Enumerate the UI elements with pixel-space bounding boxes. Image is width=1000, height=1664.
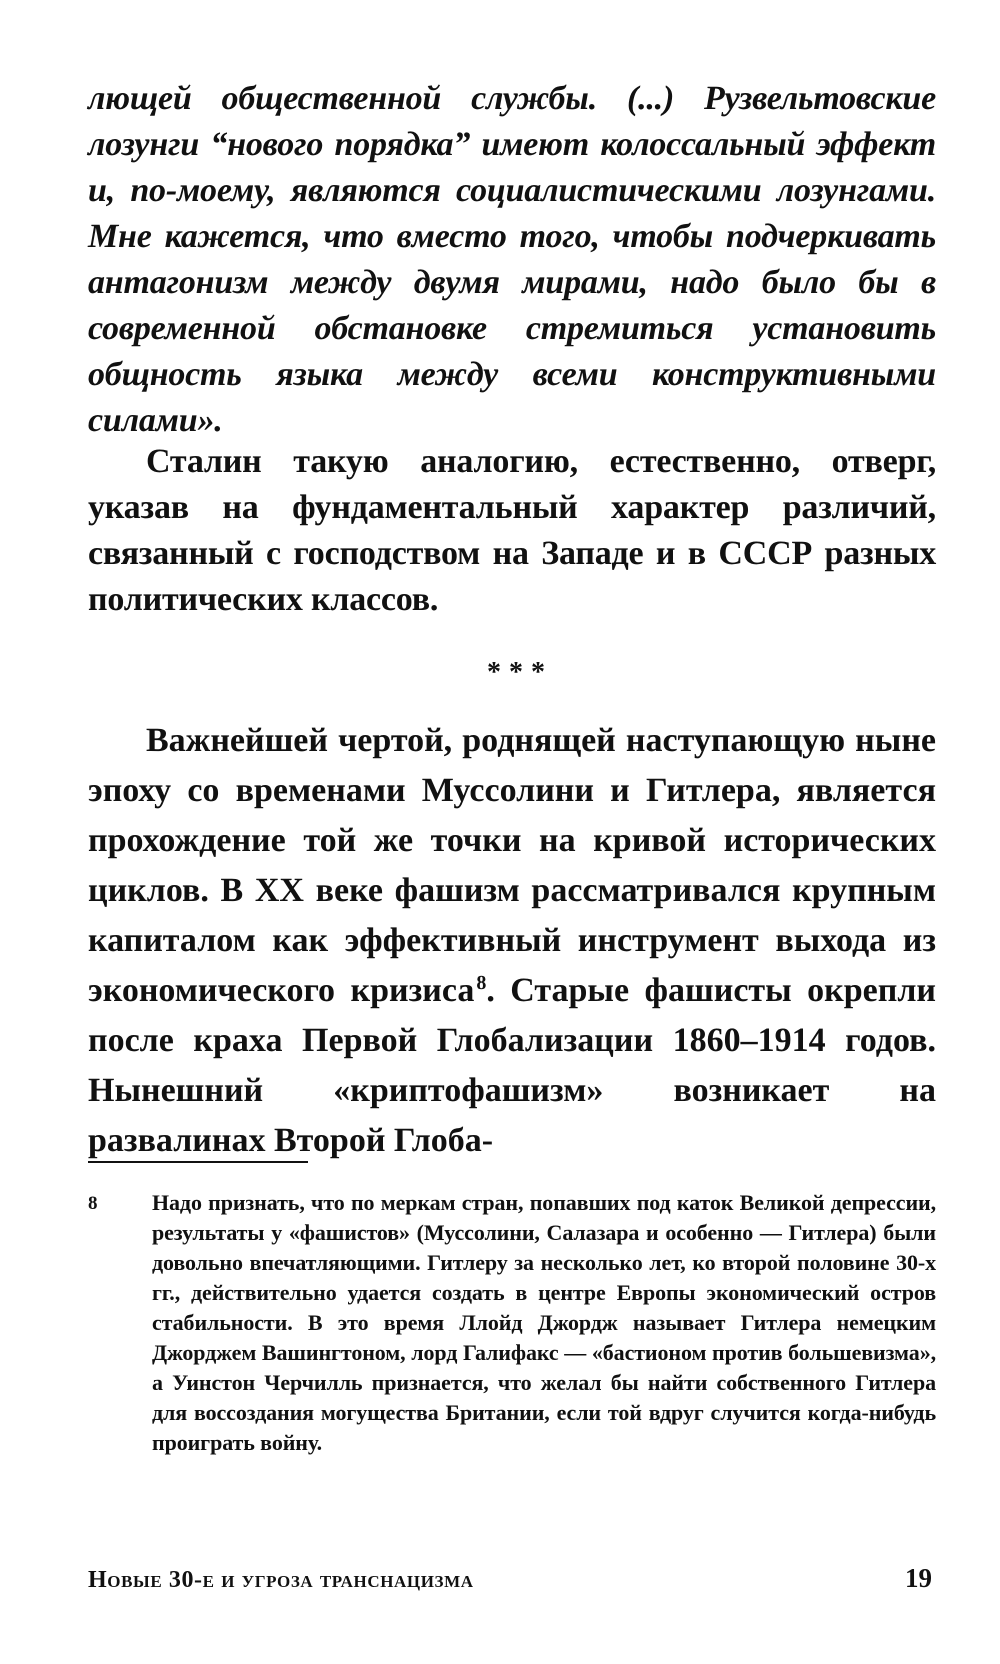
section-separator: ***	[487, 657, 553, 688]
footnote-text: Надо признать, что по меркам стран, попавших под каток Великой депрессии, результаты у «фашистов» (Муссолини, Салазара и особенно — Гитлера) были довольно впечатляющими. Гитлеру за несколько лет, ко второй половине 30-х гг., действительно удается создать в центре Европы экономический остров стабильности. В это время Ллойд Джордж называет Гитлера немецким Джорджем Вашингтоном, лорд Галифакс — «бастионом против большевизма», а Уинстон Черчилль признается, что желал бы найти собственного Гитлера для воссоздания могущества Британии, если той вдруг случится когда-нибудь проиграть войну.	[152, 1190, 936, 1455]
paragraph-historical-cycles	[88, 716, 936, 1166]
paragraph-historical-cycles-part-1: Важнейшей чертой, роднящей наступающую ныне эпоху со временами Муссолини и Гитлера, является прохождение той же точки на кривой исторических циклов. В XX веке фашизм рассматривался крупным капиталом как эффективный инструмент выхода из экономического кризиса	[88, 722, 936, 1009]
footnote-reference: 8	[476, 971, 487, 994]
page-number: 19	[905, 1563, 932, 1593]
running-head: Новые 30-е и угроза транснацизма	[88, 1567, 474, 1593]
quoted-passage: лющей общественной службы. (...) Рузвельтовские лозунги “нового порядка” имеют колоссальный эффект и, по-моему, являются социалистическими лозунгами. Мне кажется, что вместо того, чтобы подчеркивать антагонизм между двумя мирами, надо было бы в современной обстановке стремиться установить общность языка между всеми конструктивными силами».	[88, 80, 936, 439]
paragraph-historical-cycles-part-2: . Старые фашисты окрепли после краха Первой Глобализации 1860–1914 годов. Нынешний «криптофашизм» возникает на развалинах Второй Глоба-	[88, 972, 936, 1159]
footnote-number: 8	[88, 1193, 98, 1214]
paragraph-stalin-rejection: Сталин такую аналогию, естественно, отверг, указав на фундаментальный характер различий, связанный с господством на Западе и в СССР разных политических классов.	[88, 443, 936, 618]
footnote-divider	[88, 1161, 308, 1163]
